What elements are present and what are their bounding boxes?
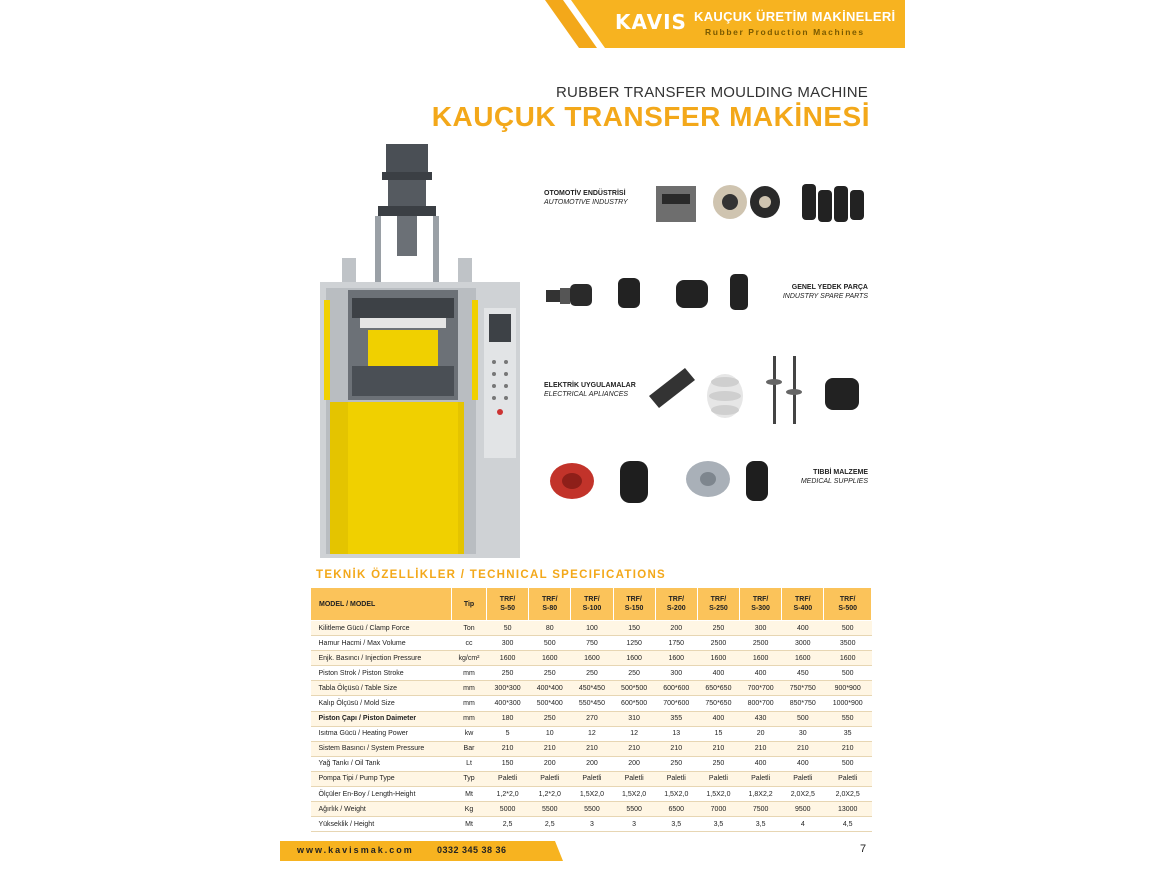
spec-row-unit: mm: [452, 666, 487, 681]
header-model-col: [529, 588, 571, 621]
spec-cell: Paletli: [782, 771, 824, 786]
spec-cell: 450: [782, 666, 824, 681]
spec-cell: 500: [529, 636, 571, 651]
spec-title: TEKNİK ÖZELLİKLER / TECHNICAL SPECIFICATIONS: [316, 569, 667, 581]
spec-cell: Paletli: [824, 771, 872, 786]
spec-cell: 1250: [613, 636, 655, 651]
spec-row-label: Yükseklik / Height: [311, 817, 452, 832]
spec-cell: 210: [782, 741, 824, 756]
header-unit: Tip: [452, 588, 487, 621]
automotive-parts-image: [650, 178, 875, 228]
spec-cell: Paletli: [529, 771, 571, 786]
spec-row: [311, 666, 872, 681]
header-model-col: [571, 588, 613, 621]
spec-cell: 250: [529, 711, 571, 726]
spec-cell: 250: [571, 666, 613, 681]
model-code: S-400: [793, 605, 813, 612]
spec-row-label: Hamur Hacmi / Max Volume: [311, 636, 452, 651]
model-prefix: TRF/: [668, 596, 685, 603]
spec-cell: 210: [529, 741, 571, 756]
header-model-col: [655, 588, 697, 621]
model-prefix: TRF/: [541, 596, 558, 603]
category-medical-tr: TIBBİ MALZEME: [813, 469, 868, 476]
spec-cell: 1750: [655, 636, 697, 651]
spec-row: [311, 817, 872, 832]
spec-cell: 5500: [529, 802, 571, 817]
spec-cell: 6500: [655, 802, 697, 817]
spec-row-label: Isıtma Gücü / Heating Power: [311, 726, 452, 741]
spec-cell: 650*650: [697, 681, 739, 696]
spec-cell: 250: [487, 666, 529, 681]
spec-row: [311, 621, 872, 636]
spec-cell: 1,5X2,0: [613, 787, 655, 802]
spec-cell: 200: [571, 756, 613, 771]
spec-row-unit: Lt: [452, 756, 487, 771]
model-code: S-100: [582, 605, 602, 612]
spec-cell: 500: [824, 666, 872, 681]
spec-cell: 2,0X2,5: [824, 787, 872, 802]
spec-cell: 2,5: [487, 817, 529, 832]
spec-cell: 1600: [529, 651, 571, 666]
spec-cell: 5500: [571, 802, 613, 817]
spec-row-label: Kilitleme Gücü / Clamp Force: [311, 621, 452, 636]
spec-cell: 5000: [487, 802, 529, 817]
spec-cell: 12: [613, 726, 655, 741]
model-prefix: TRF/: [626, 596, 642, 603]
page-title: KAUÇUK TRANSFER MAKİNESİ: [431, 101, 870, 132]
spec-cell: 430: [740, 711, 782, 726]
category-spare-parts-en: INDUSTRY SPARE PARTS: [782, 293, 868, 300]
spec-cell: Paletli: [613, 771, 655, 786]
spec-row: [311, 756, 872, 771]
spec-cell: 2500: [740, 636, 782, 651]
spec-cell: 500: [824, 621, 872, 636]
banner-category-tr: KAUÇUK ÜRETİM MAKİNELERİ: [694, 9, 896, 24]
spec-cell: 800*700: [740, 696, 782, 711]
spec-cell: 400: [782, 756, 824, 771]
category-electrical: [544, 381, 636, 399]
spec-cell: Paletli: [655, 771, 697, 786]
spec-cell: 400: [697, 711, 739, 726]
spec-cell: 200: [613, 756, 655, 771]
header-model-col: [740, 588, 782, 621]
footer-website: www.kavismak.com: [297, 845, 414, 855]
spec-row: [311, 726, 872, 741]
model-code: S-50: [500, 605, 515, 612]
spec-cell: 1600: [824, 651, 872, 666]
spec-cell: 1,5X2,0: [655, 787, 697, 802]
spec-cell: 300*300: [487, 681, 529, 696]
spec-cell: 4,5: [824, 817, 872, 832]
spare-parts-image: [540, 272, 760, 314]
spec-cell: 750*650: [697, 696, 739, 711]
spec-cell: 550: [824, 711, 872, 726]
spec-cell: 35: [824, 726, 872, 741]
spec-cell: 1600: [487, 651, 529, 666]
model-code: S-80: [542, 605, 558, 612]
spec-row-unit: Ton: [452, 621, 487, 636]
model-code: S-200: [666, 605, 686, 612]
model-code: S-150: [624, 605, 644, 612]
model-prefix: TRF/: [752, 596, 769, 603]
spec-cell: 210: [697, 741, 739, 756]
spec-table: [310, 587, 872, 832]
spec-cell: 20: [740, 726, 782, 741]
page-subtitle: RUBBER TRANSFER MOULDING MACHINE: [556, 84, 868, 101]
spec-cell: 7000: [697, 802, 739, 817]
spec-cell: 400: [697, 666, 739, 681]
spec-row: [311, 741, 872, 756]
spec-row-label: Ölçüler En-Boy / Length-Height: [311, 787, 452, 802]
spec-cell: 150: [487, 756, 529, 771]
spec-cell: 12: [571, 726, 613, 741]
banner-shape: [545, 0, 905, 48]
spec-cell: 900*900: [824, 681, 872, 696]
spec-cell: 3: [571, 817, 613, 832]
spec-row-unit: mm: [452, 681, 487, 696]
spec-row-unit: kg/cm²: [452, 651, 487, 666]
spec-cell: 3500: [824, 636, 872, 651]
electrical-parts-image: [645, 352, 865, 426]
model-code: S-300: [751, 605, 770, 612]
spec-cell: 210: [824, 741, 872, 756]
spec-cell: 210: [740, 741, 782, 756]
spec-cell: 3000: [782, 636, 824, 651]
spec-cell: 400*400: [529, 681, 571, 696]
spec-cell: 500*400: [529, 696, 571, 711]
spec-cell: 2,0X2,5: [782, 787, 824, 802]
spec-row-label: Kalıp Ölçüsü / Mold Size: [311, 696, 452, 711]
spec-cell: 9500: [782, 802, 824, 817]
spec-cell: 250: [697, 621, 739, 636]
spec-cell: 1,8X2,2: [740, 787, 782, 802]
spec-cell: 1,2*2,0: [487, 787, 529, 802]
spec-cell: 600*600: [655, 681, 697, 696]
spec-cell: 750*750: [782, 681, 824, 696]
spec-cell: 250: [655, 756, 697, 771]
kavis-logo: KAVIS: [615, 10, 687, 34]
spec-cell: 210: [571, 741, 613, 756]
category-automotive-tr: OTOMOTİV ENDÜSTRİSİ: [544, 190, 626, 197]
spec-row-unit: Mt: [452, 787, 487, 802]
header-model-col: [824, 588, 872, 621]
spec-row: [311, 771, 872, 786]
spec-cell: 200: [529, 756, 571, 771]
spec-cell: 1000*900: [824, 696, 872, 711]
spec-cell: Paletli: [697, 771, 739, 786]
spec-cell: 1600: [740, 651, 782, 666]
spec-header-row: [311, 588, 872, 621]
category-automotive-en: AUTOMOTIVE INDUSTRY: [544, 199, 628, 206]
model-code: S-250: [709, 605, 728, 612]
spec-row: [311, 787, 872, 802]
spec-cell: 700*600: [655, 696, 697, 711]
header-model-col: [613, 588, 655, 621]
spec-row-label: Sistem Basıncı / System Pressure: [311, 741, 452, 756]
medical-parts-image: [548, 455, 780, 505]
spec-row-label: Tabla Ölçüsü / Table Size: [311, 681, 452, 696]
spec-row: [311, 711, 872, 726]
model-prefix: TRF/: [795, 596, 811, 603]
spec-cell: 400*300: [487, 696, 529, 711]
spec-cell: 3,5: [697, 817, 739, 832]
spec-cell: 1,2*2,0: [529, 787, 571, 802]
spec-cell: 1,5X2,0: [571, 787, 613, 802]
spec-cell: 250: [613, 666, 655, 681]
spec-row-unit: Bar: [452, 741, 487, 756]
spec-row-unit: mm: [452, 696, 487, 711]
spec-row-label: Piston Strok / Piston Stroke: [311, 666, 452, 681]
spec-cell: 300: [487, 636, 529, 651]
spec-cell: 180: [487, 711, 529, 726]
spec-row-label: Enjk. Basıncı / Injection Pressure: [311, 651, 452, 666]
spec-cell: 100: [571, 621, 613, 636]
spec-cell: Paletli: [740, 771, 782, 786]
spec-cell: Paletli: [487, 771, 529, 786]
spec-cell: 13: [655, 726, 697, 741]
spec-cell: 500: [824, 756, 872, 771]
spec-cell: 1600: [655, 651, 697, 666]
spec-cell: 4: [782, 817, 824, 832]
header-model-col: [782, 588, 824, 621]
spec-row-label: Pompa Tipi / Pump Type: [311, 771, 452, 786]
spec-cell: 250: [529, 666, 571, 681]
banner-category-en: Rubber Production Machines: [705, 27, 865, 37]
spec-row-label: Ağırlık / Weight: [311, 802, 452, 817]
spec-cell: 300: [655, 666, 697, 681]
spec-cell: 210: [655, 741, 697, 756]
spec-cell: 250: [697, 756, 739, 771]
spec-row-label: Piston Çapı / Piston Daimeter: [311, 711, 452, 726]
spec-row: [311, 651, 872, 666]
spec-cell: 80: [529, 621, 571, 636]
category-spare-parts: [766, 283, 868, 301]
spec-cell: 1600: [613, 651, 655, 666]
model-prefix: TRF/: [584, 596, 600, 603]
spec-cell: 7500: [740, 802, 782, 817]
spec-cell: 1600: [782, 651, 824, 666]
spec-cell: 210: [487, 741, 529, 756]
category-electrical-en: ELECTRICAL APLIANCES: [544, 391, 629, 398]
spec-cell: 600*500: [613, 696, 655, 711]
spec-cell: 5500: [613, 802, 655, 817]
spec-cell: 400: [740, 756, 782, 771]
spec-cell: 150: [613, 621, 655, 636]
spec-cell: 30: [782, 726, 824, 741]
model-prefix: TRF/: [839, 596, 856, 603]
spec-cell: 550*450: [571, 696, 613, 711]
transfer-machine-image: [312, 140, 527, 560]
spec-row: [311, 696, 872, 711]
spec-row-unit: Kg: [452, 802, 487, 817]
page-number: 7: [860, 843, 867, 855]
spec-row-label: Yağ Tankı / Oil Tank: [311, 756, 452, 771]
spec-cell: 700*700: [740, 681, 782, 696]
spec-row-unit: kw: [452, 726, 487, 741]
spec-cell: 210: [613, 741, 655, 756]
spec-cell: 2,5: [529, 817, 571, 832]
category-automotive: [544, 189, 628, 207]
header-model: MODEL / MODEL: [311, 588, 452, 621]
spec-cell: 1600: [697, 651, 739, 666]
spec-cell: 270: [571, 711, 613, 726]
spec-cell: 10: [529, 726, 571, 741]
category-electrical-tr: ELEKTRİK UYGULAMALAR: [544, 382, 636, 389]
spec-cell: 15: [697, 726, 739, 741]
spec-cell: 750: [571, 636, 613, 651]
spec-cell: 355: [655, 711, 697, 726]
spec-cell: 300: [740, 621, 782, 636]
spec-row-unit: Typ: [452, 771, 487, 786]
spec-cell: 500*500: [613, 681, 655, 696]
model-code: S-500: [838, 605, 858, 612]
model-prefix: TRF/: [710, 596, 727, 603]
category-medical: [776, 468, 868, 486]
spec-cell: 850*750: [782, 696, 824, 711]
spec-cell: 50: [487, 621, 529, 636]
spec-cell: 500: [782, 711, 824, 726]
spec-cell: 13000: [824, 802, 872, 817]
spec-cell: 5: [487, 726, 529, 741]
spec-cell: 400: [782, 621, 824, 636]
category-medical-en: MEDICAL SUPPLIES: [800, 478, 868, 485]
footer-phone: 0332 345 38 36: [437, 845, 507, 855]
model-prefix: TRF/: [499, 596, 516, 603]
spec-row-unit: cc: [452, 636, 487, 651]
spec-cell: 1600: [571, 651, 613, 666]
spec-row: [311, 802, 872, 817]
spec-cell: 2500: [697, 636, 739, 651]
spec-cell: 400: [740, 666, 782, 681]
header-model-col: [487, 588, 529, 621]
spec-table-body: [311, 621, 872, 832]
category-spare-parts-tr: GENEL YEDEK PARÇA: [791, 284, 868, 291]
header-model-col: [697, 588, 739, 621]
spec-row-unit: Mt: [452, 817, 487, 832]
spec-row: [311, 681, 872, 696]
spec-cell: Paletli: [571, 771, 613, 786]
spec-cell: 1,5X2,0: [697, 787, 739, 802]
spec-cell: 3,5: [655, 817, 697, 832]
spec-row-unit: mm: [452, 711, 487, 726]
spec-row: [311, 636, 872, 651]
spec-cell: 450*450: [571, 681, 613, 696]
spec-cell: 200: [655, 621, 697, 636]
spec-cell: 310: [613, 711, 655, 726]
header-banner: [545, 0, 905, 48]
spec-cell: 3,5: [740, 817, 782, 832]
spec-cell: 3: [613, 817, 655, 832]
